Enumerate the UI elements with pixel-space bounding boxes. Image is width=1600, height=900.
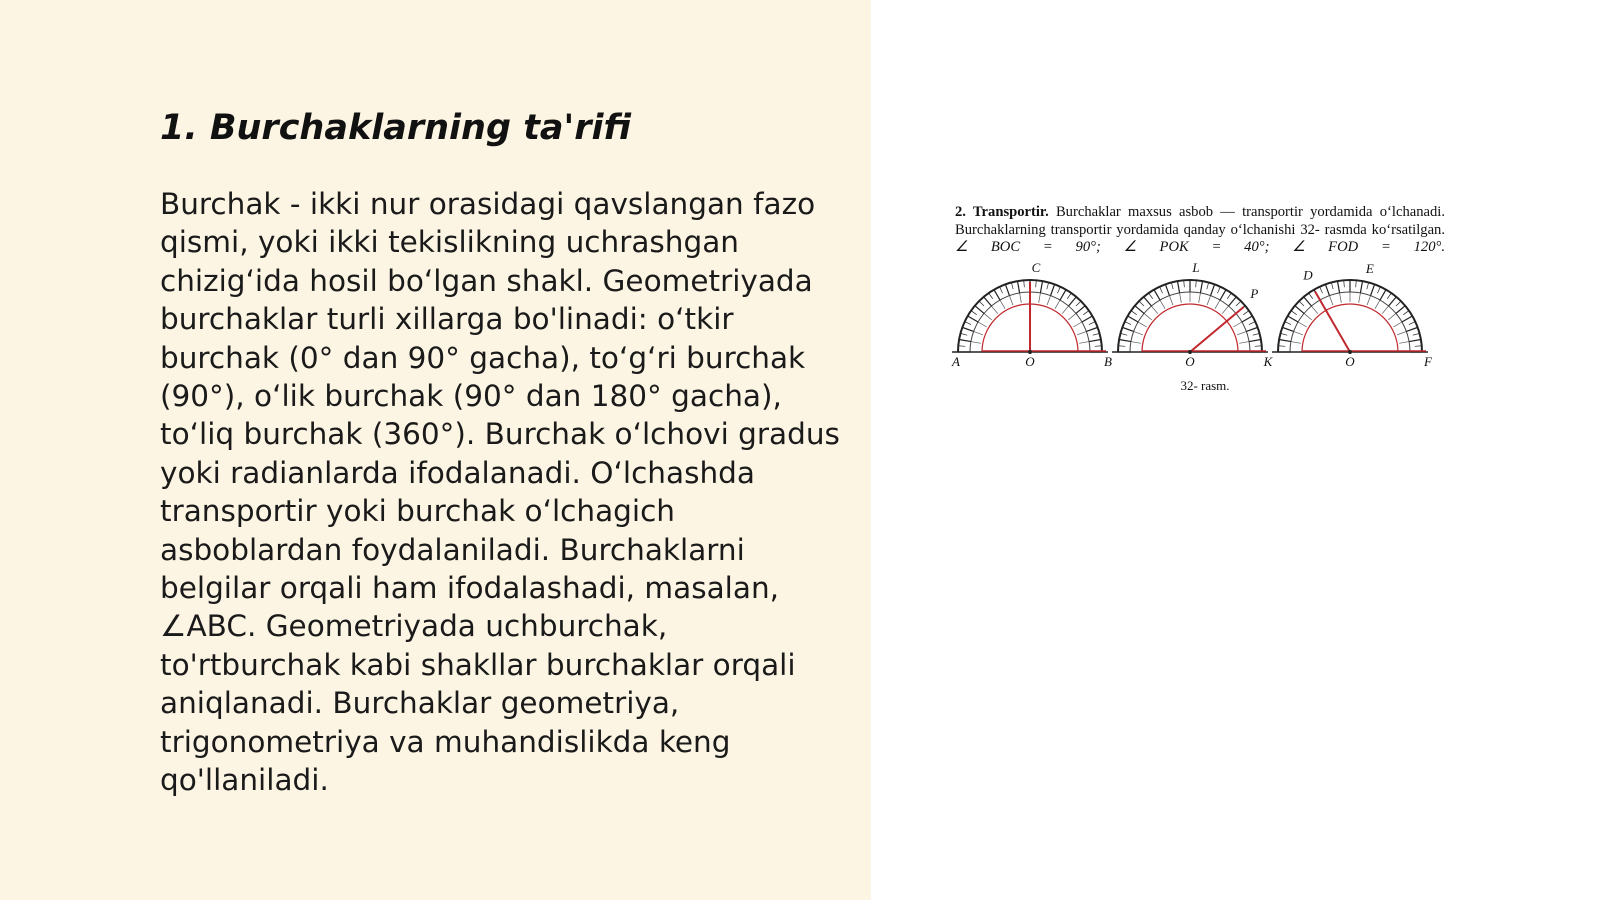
protractor-inner-tick [1382,306,1388,314]
protractor-tick [1255,346,1262,347]
protractor-inner-tick [1062,306,1068,314]
protractor-tick [1051,284,1055,295]
protractor-tick [1128,316,1138,322]
angle-boc: ∠ BOC = 90°; [955,239,1101,255]
protractor-inner-tick [1047,296,1050,305]
protractor-figure [952,200,1455,400]
protractor-tick [1144,297,1152,306]
protractor-angle-ray [1315,291,1350,352]
point-label: P [1250,286,1259,302]
protractor-inner-tick [978,322,987,327]
protractor-tick [1060,290,1066,300]
protractor-tick [1279,339,1291,341]
protractor-inner-tick [1237,331,1246,334]
protractor-tick [1095,346,1102,347]
protractor-tick [1125,322,1131,325]
protractor-tick [1396,301,1401,306]
protractor-tick [1337,281,1339,293]
protractor-inner-red-arc [1302,304,1398,352]
figure-caption: 32- rasm. [1180,378,1230,393]
protractor-tick [1200,281,1202,293]
protractor-tick [989,293,993,299]
protractor-tick [971,311,977,315]
protractor-tick [1057,287,1060,293]
protractor-inner-tick [1340,293,1342,303]
protractor-tick [1165,284,1169,295]
protractor-tick [1047,282,1049,289]
point-label: C [1031,260,1041,275]
protractor-inner-tick [1399,342,1409,344]
protractor-tick [1036,280,1037,287]
protractor-tick [1344,280,1345,287]
figure-text-line1: Burchaklar maxsus asbob — transportir yordamida [1055,204,1373,220]
point-label: F [1424,354,1432,369]
protractor-inner-tick [1311,306,1317,314]
protractor-tick [1288,316,1298,322]
protractor-inner-tick [1134,331,1143,334]
protractor-inner-tick [1079,342,1089,344]
protractor-tick [1389,297,1397,306]
protractor-tick [1154,290,1160,300]
protractor-inner-tick [1207,296,1210,305]
protractor-tick [1017,281,1019,293]
protractor-inner-tick [971,342,981,344]
protractor-tick [1229,297,1237,306]
protractor-tick [1083,311,1089,315]
protractor-inner-tick [1291,342,1301,344]
protractor-tick [1000,287,1003,293]
protractor-inner-tick [1393,322,1402,327]
protractor-tick [1280,333,1287,335]
point-label: O [1185,354,1195,369]
protractor-tick [1246,327,1257,331]
protractor-tick [1089,322,1095,325]
protractor-tick [1242,316,1252,322]
protractor-tick [1220,290,1226,300]
point-label: E [1365,261,1374,277]
protractor-tick [959,339,971,341]
protractor-tick [1227,293,1231,299]
protractor-inner-tick [1068,313,1076,319]
protractor-tick [1118,346,1125,347]
protractor-tick [1249,339,1261,341]
protractor-inner-tick [1073,322,1082,327]
protractor-tick [1295,306,1304,314]
protractor-inner-tick [1180,293,1182,303]
protractor-inner-tick [1239,342,1249,344]
protractor-inner-tick [1329,296,1332,305]
protractor-inner-tick [1367,296,1370,305]
protractor-tick [1196,280,1197,287]
protractor-tick [1415,346,1422,347]
protractor-tick [1325,284,1329,295]
figure-text-line3: 32- rasmda ko‘rsatilgan. [1300,221,1445,238]
slide-body-text: Burchak - ikki nur orasidagi qavslangan fazo qismi, yoki ikki tekislikning uchrashgan chizig‘ida hosil bo‘lgan shakl. Geometriyada burchaklar turli xillarga bo'linadi: o‘tkir burchak (0° dan 90° gacha), to‘g‘ri burchak (90°), o‘lik burchak (90° dan 180° gacha), to‘liq burchak (360°). Burchak o‘lchovi gradus yoki radianlarda ifodalanadi. O‘lchashda transportir yoki burchak o‘lchagich asboblardan foydalaniladi. Burchaklarni belgilar orqali ham ifodalashadi, masalan, ∠ABC. Geometriyada uchburchak, to'rtburchak kabi shakllar burchaklar orqali aniqlanadi. Burchaklar geometriya, trigonometriya va muhandislikda keng qo'llaniladi. [160,187,840,798]
figure-heading: 2. Transportir. [955,204,1049,220]
protractor-inner-tick [1077,331,1086,334]
protractor-inner-tick [1304,313,1312,319]
protractor-inner-tick [1298,322,1307,327]
protractor-tick [1367,282,1369,289]
protractor-inner-tick [1000,300,1005,309]
protractor-inner-tick [1222,306,1228,314]
protractors-drawing [952,260,1455,380]
protractor-tick [1149,293,1153,299]
point-label: A [952,354,960,369]
protractor-tick [1135,306,1144,314]
protractor-tick [1217,287,1220,293]
point-label: O [1025,354,1035,369]
protractor-tick [1304,297,1312,306]
protractor-inner-tick [1375,300,1380,309]
protractor-inner-tick [1039,293,1041,303]
protractor-tick [968,316,978,322]
protractor-angle-ray [1190,307,1244,352]
protractor-inner-tick [1294,331,1303,334]
protractor-inner-tick [1215,300,1220,309]
protractor-tick [1122,327,1133,331]
protractor-tick [1005,284,1009,295]
protractor-tick [1131,311,1137,315]
protractor-inner-tick [1199,293,1201,303]
protractor-tick [979,301,984,306]
angle-fod: ∠ FOD = 120°. [1292,239,1445,255]
protractor-tick [1402,316,1412,322]
figure-text-line2: o‘lchanadi. Burchaklarning transportir yordamida qanday o‘lchanishi [955,204,1445,238]
protractor-tick [1171,282,1173,289]
protractor-tick [1285,322,1291,325]
protractor-tick [1320,287,1323,293]
point-label: B [1104,354,1112,369]
protractor-inner-red-arc [1142,304,1238,352]
protractor-tick [1356,280,1357,287]
protractor-tick [1291,311,1297,315]
protractor-tick [1076,301,1081,306]
protractor-tick [1253,333,1260,335]
protractor-tick [958,346,965,347]
protractor-tick [1160,287,1163,293]
protractor-tick [1184,280,1185,287]
point-label: K [1263,354,1273,369]
protractor-tick [1406,327,1417,331]
protractor-tick [1380,290,1386,300]
protractor-tick [1403,311,1409,315]
protractor-inner-tick [1233,322,1242,327]
protractor-tick [1249,322,1255,325]
protractor-tick [975,306,984,314]
protractor-tick [1089,339,1101,341]
protractor-tick [1236,301,1241,306]
protractor-inner-tick [1388,313,1396,319]
protractor-inner-tick [984,313,992,319]
protractor-tick [1331,282,1333,289]
protractor-tick [1278,346,1285,347]
protractor-inner-tick [1160,300,1165,309]
protractor-tick [1093,333,1100,335]
protractor-tick [1282,327,1293,331]
protractor-tick [1067,293,1071,299]
protractor-tick [1024,280,1025,287]
protractor-inner-tick [1397,331,1406,334]
protractor-tick [1211,284,1215,295]
protractor-tick [1139,301,1144,306]
point-label: D [1303,267,1313,283]
protractor-tick [1177,281,1179,293]
protractor-tick [1396,306,1405,314]
protractor-inner-tick [1131,342,1141,344]
protractor-tick [1377,287,1380,293]
protractor-inner-tick [1169,296,1172,305]
protractor-tick [1119,339,1131,341]
protractor-tick [1371,284,1375,295]
protractor-tick [1413,333,1420,335]
protractor-inner-tick [1144,313,1152,319]
protractor-tick [962,327,973,331]
protractor-tick [994,290,1000,300]
protractor-tick [960,333,967,335]
protractor-tick [1309,293,1313,299]
protractor-inner-tick [1138,322,1147,327]
protractor-tick [1243,311,1249,315]
protractor-inner-tick [1151,306,1157,314]
protractor-inner-tick [1359,293,1361,303]
protractor-tick [1086,327,1097,331]
figure-description [955,204,1445,257]
slide-title: 1. Burchaklarning ta'rifi [160,108,632,148]
protractor-tick [1360,281,1362,293]
protractor-inner-tick [974,331,983,334]
protractor-tick [1120,333,1127,335]
protractor-tick [984,297,992,306]
protractor-inner-tick [991,306,997,314]
protractor-tick [1040,281,1042,293]
protractor-tick [1409,339,1421,341]
protractor-tick [1076,306,1085,314]
protractor-tick [1387,293,1391,299]
protractor-tick [1082,316,1092,322]
point-label: O [1345,354,1355,369]
angle-pok: ∠ POK = 40°; [1123,239,1270,255]
protractor-inner-tick [1055,300,1060,309]
protractor-tick [965,322,971,325]
protractor-tick [1069,297,1077,306]
protractor-tick [1011,282,1013,289]
protractor-tick [1207,282,1209,289]
point-label: L [1192,260,1200,275]
protractor-tick [1409,322,1415,325]
protractor-inner-tick [1020,293,1022,303]
protractor-tick [1299,301,1304,306]
protractor-inner-tick [1009,296,1012,305]
